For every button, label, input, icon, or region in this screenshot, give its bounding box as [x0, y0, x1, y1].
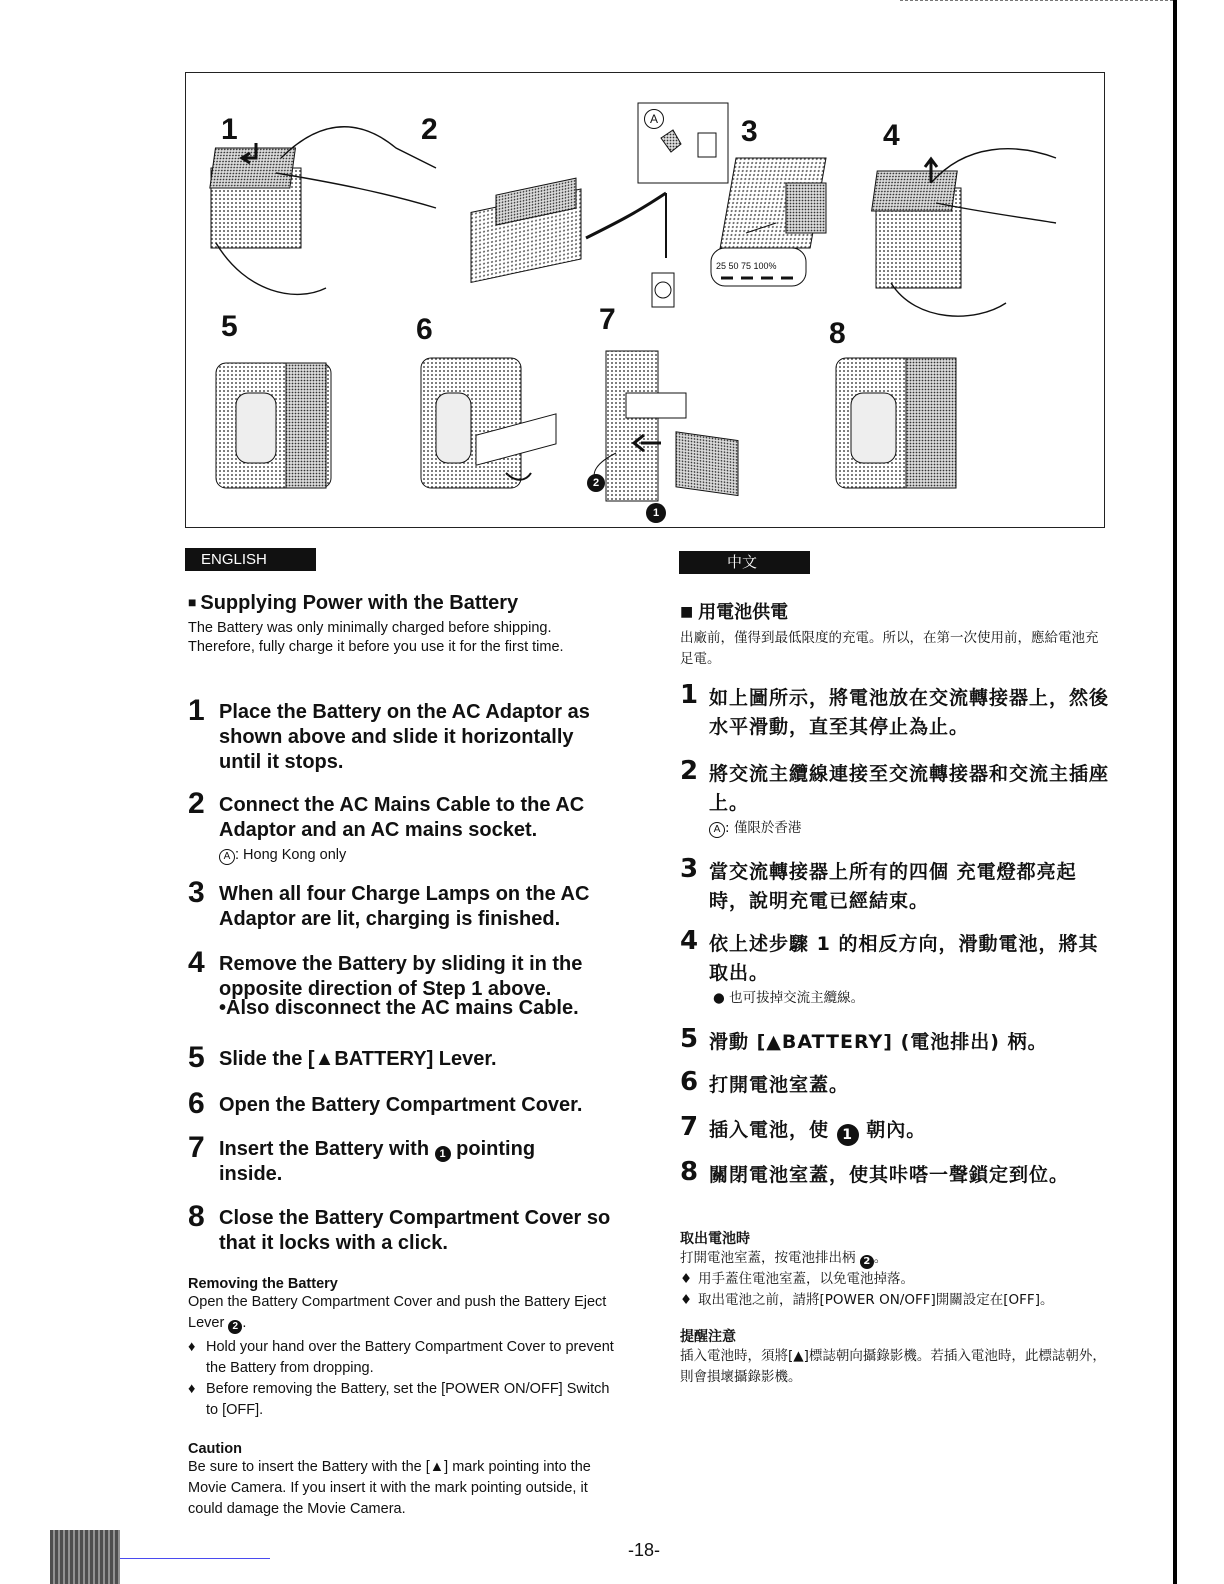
figure-step-4-label: 4: [883, 119, 900, 152]
scan-line: [120, 1558, 270, 1559]
zh-removing-bullet-1: ♦ 用手蓋住電池室蓋，以免電池掉落。: [680, 1271, 914, 1287]
figure-step-3-label: 3: [741, 115, 758, 148]
zh-caution-title: 提醒注意: [680, 1329, 736, 1345]
panel-1-drawing: [210, 127, 436, 295]
zh-removing-bullet-2: ♦ 取出電池之前，請將[POWER ON/OFF]開關設定在[OFF]。: [680, 1292, 1054, 1308]
figure-step-7-label: 7: [599, 303, 616, 336]
chinese-heading: ■ 用電池供電: [680, 602, 789, 623]
charge-lamp-scale: 25 50 75 100%: [716, 261, 777, 271]
removing-bullet-2: ♦ Before removing the Battery, set the [POWER ON/OFF] Switch to [OFF].: [188, 1381, 610, 1418]
callout-1: 1: [646, 501, 666, 523]
english-intro: The Battery was only minimally charged before shipping. Therefore, fully charge it before you use it for the first time.: [188, 620, 564, 655]
scan-blot: [50, 1530, 120, 1584]
scan-edge-right: [1173, 0, 1177, 1584]
page-number: -18-: [628, 1540, 661, 1560]
chinese-intro: 出廠前，僅得到最低限度的充電。所以，在第一次使用前，應給電池充足電。: [680, 630, 1099, 667]
panel-5-drawing: [216, 363, 331, 488]
english-removing-section: [188, 1276, 618, 1421]
chinese-caution-section: [680, 1326, 1110, 1388]
figure-step-2-label: 2: [421, 113, 438, 146]
chinese-tab: 中文: [679, 551, 810, 574]
callout-2: 2: [587, 471, 605, 492]
zh-removing-text: 打開電池室蓋，按電池排出柄 2 。: [680, 1250, 888, 1267]
figure-step-5-label: 5: [221, 310, 238, 343]
removing-text: Open the Battery Compartment Cover and push the Battery Eject Lever 2 .: [188, 1294, 607, 1332]
figure-step-1-label: 1: [221, 113, 238, 146]
callout-a: A: [644, 109, 664, 129]
panel-2-drawing: [471, 103, 728, 307]
caution-title: Caution: [188, 1441, 242, 1457]
illustration-drawing: [186, 73, 1104, 527]
scan-edge-top: [900, 0, 1173, 3]
zh-removing-title: 取出電池時: [680, 1231, 750, 1247]
figure-step-8-label: 8: [829, 317, 846, 350]
removing-title: Removing the Battery: [188, 1276, 338, 1292]
panel-7-drawing: [594, 351, 738, 501]
english-caution-section: [188, 1441, 608, 1520]
panel-4-drawing: [872, 149, 1056, 316]
caution-text: Be sure to insert the Battery with the [▲] mark pointing into the Movie Camera. If you insert it with the mark pointing outside, it could damage the Movie Camera.: [188, 1459, 591, 1517]
chinese-removing-section: [680, 1228, 1120, 1311]
panel-6-drawing: [421, 358, 556, 488]
zh-caution-text: 插入電池時，須將[▲]標誌朝向攝錄影機。若插入電池時，此標誌朝外，則會損壞攝錄影機。: [680, 1348, 1106, 1385]
panel-8-drawing: [836, 358, 956, 488]
english-heading: ■ Supplying Power with the Battery: [188, 592, 519, 614]
english-tab: ENGLISH: [185, 548, 316, 571]
battery-charging-illustration: [185, 72, 1105, 528]
removing-bullet-1: ♦ Hold your hand over the Battery Compartment Cover to prevent the Battery from dropping.: [188, 1339, 614, 1376]
figure-step-6-label: 6: [416, 313, 433, 346]
